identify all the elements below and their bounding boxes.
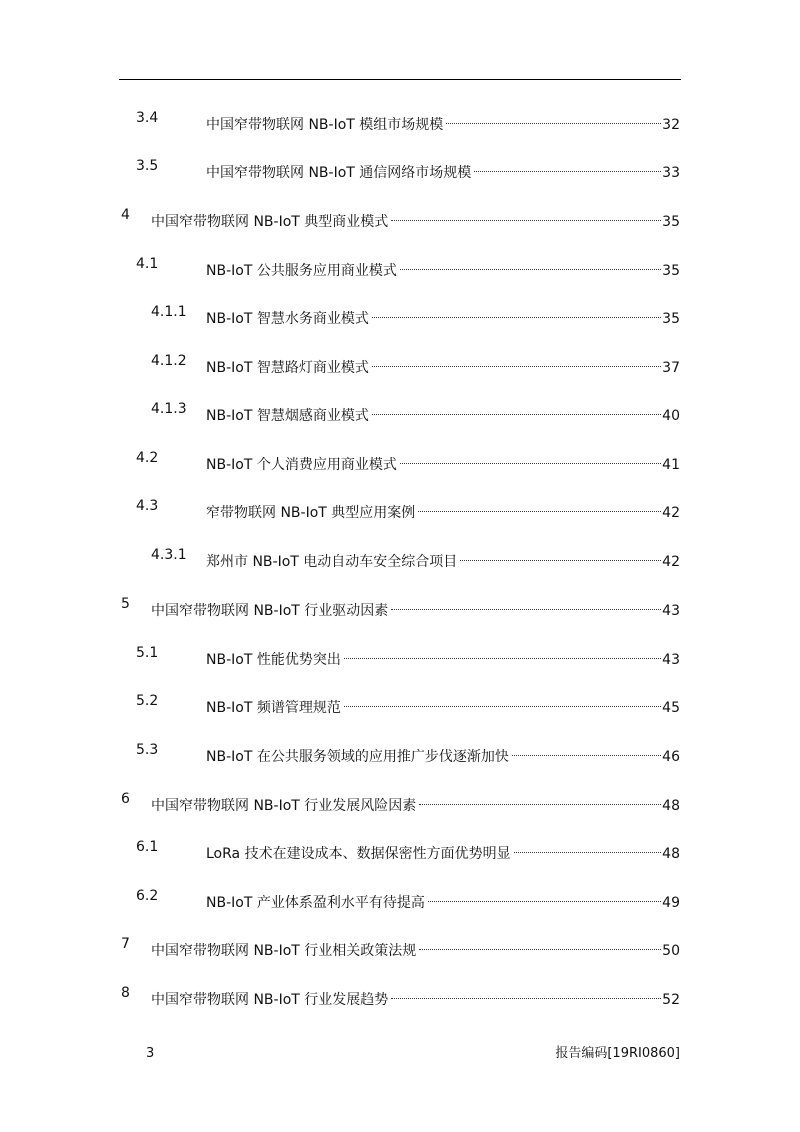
toc-entry-title: NB-IoT 智慧水务商业模式 bbox=[206, 311, 369, 327]
toc-entry-page: 42 bbox=[662, 505, 680, 521]
toc-entry-title: NB-IoT 公共服务应用商业模式 bbox=[206, 263, 397, 279]
toc-entry-title: 中国窄带物联网 NB-IoT 典型商业模式 bbox=[151, 214, 389, 230]
toc-entry-number: 5.1 bbox=[136, 645, 159, 661]
toc-entry[interactable] bbox=[0, 398, 800, 424]
toc-entry-page: 46 bbox=[662, 749, 680, 765]
toc-dot-leader bbox=[474, 155, 661, 177]
toc-entry-page: 35 bbox=[662, 311, 680, 327]
toc-entry-title: NB-IoT 在公共服务领域的应用推广步伐逐渐加快 bbox=[206, 749, 509, 765]
toc-entry-title: NB-IoT 性能优势突出 bbox=[206, 652, 341, 668]
toc-entry[interactable] bbox=[0, 447, 800, 473]
toc-entry[interactable] bbox=[0, 301, 800, 327]
toc-entry-number: 3.4 bbox=[136, 110, 159, 126]
toc-entry-title: NB-IoT 智慧烟感商业模式 bbox=[206, 408, 369, 424]
toc-entry-number: 7 bbox=[121, 936, 130, 952]
toc-entry-title: 中国窄带物联网 NB-IoT 行业相关政策法规 bbox=[151, 943, 417, 959]
toc-entry-page: 35 bbox=[662, 214, 680, 230]
toc-dot-leader bbox=[460, 544, 661, 566]
toc-dot-leader bbox=[428, 885, 661, 907]
toc-entry-page: 35 bbox=[662, 263, 680, 279]
toc-entry[interactable] bbox=[0, 982, 800, 1008]
toc-dot-leader bbox=[391, 204, 661, 226]
footer-report-code: 报告编码[19RI0860] bbox=[555, 1046, 680, 1061]
toc-entry-number: 8 bbox=[121, 985, 130, 1001]
toc-entry[interactable] bbox=[0, 107, 800, 133]
toc-dot-leader bbox=[372, 350, 661, 372]
toc-entry-number: 6.1 bbox=[136, 839, 159, 855]
toc-entry-title: NB-IoT 个人消费应用商业模式 bbox=[206, 457, 397, 473]
toc-entry-page: 45 bbox=[662, 700, 680, 716]
toc-entry-number: 5.2 bbox=[136, 693, 159, 709]
toc-entry[interactable] bbox=[0, 253, 800, 279]
toc-entry[interactable] bbox=[0, 155, 800, 181]
toc-dot-leader bbox=[391, 982, 661, 1004]
toc-entry-number: 4.1 bbox=[136, 256, 159, 272]
toc-entry-number: 4.1.3 bbox=[151, 401, 187, 417]
toc-entry-title: LoRa 技术在建设成本、数据保密性方面优势明显 bbox=[206, 846, 511, 862]
toc-entry-page: 48 bbox=[662, 846, 680, 862]
toc-entry-number: 4.2 bbox=[136, 450, 159, 466]
toc-entry[interactable] bbox=[0, 350, 800, 376]
toc-entry-page: 32 bbox=[662, 117, 680, 133]
toc-dot-leader bbox=[400, 253, 661, 275]
toc-entry[interactable] bbox=[0, 933, 800, 959]
toc-entry-title: 中国窄带物联网 NB-IoT 通信网络市场规模 bbox=[206, 165, 472, 181]
toc-dot-leader bbox=[344, 690, 661, 712]
toc-entry-title: NB-IoT 智慧路灯商业模式 bbox=[206, 360, 369, 376]
toc-entry-page: 52 bbox=[662, 992, 680, 1008]
toc-entry[interactable] bbox=[0, 690, 800, 716]
toc-entry-number: 5 bbox=[121, 596, 130, 612]
toc-dot-leader bbox=[391, 593, 661, 615]
toc-entry-title: 中国窄带物联网 NB-IoT 模组市场规模 bbox=[206, 117, 444, 133]
toc-entry-page: 40 bbox=[662, 408, 680, 424]
toc-entry-number: 3.5 bbox=[136, 158, 159, 174]
toc-entry-page: 48 bbox=[662, 798, 680, 814]
toc-entry-page: 49 bbox=[662, 895, 680, 911]
toc-entry[interactable] bbox=[0, 495, 800, 521]
toc-entry-title: 郑州市 NB-IoT 电动自动车安全综合项目 bbox=[206, 554, 458, 570]
toc-entry-page: 42 bbox=[662, 554, 680, 570]
toc-entry-title: 中国窄带物联网 NB-IoT 行业发展风险因素 bbox=[151, 798, 417, 814]
toc-entry[interactable] bbox=[0, 544, 800, 570]
toc-entry-number: 4.1.1 bbox=[151, 304, 187, 320]
toc-entry-number: 4.3 bbox=[136, 498, 159, 514]
toc-entry-title: 窄带物联网 NB-IoT 典型应用案例 bbox=[206, 505, 416, 521]
toc-entry-number: 6 bbox=[121, 791, 130, 807]
toc-entry-page: 41 bbox=[662, 457, 680, 473]
toc-entry[interactable] bbox=[0, 836, 800, 862]
toc-dot-leader bbox=[344, 642, 661, 664]
toc-entry-number: 4 bbox=[121, 207, 130, 223]
toc-entry[interactable] bbox=[0, 788, 800, 814]
toc-dot-leader bbox=[418, 495, 661, 517]
toc-entry-page: 50 bbox=[662, 943, 680, 959]
toc-dot-leader bbox=[419, 788, 661, 810]
toc-dot-leader bbox=[400, 447, 661, 469]
footer-page-number: 3 bbox=[146, 1046, 155, 1061]
toc-entry-number: 6.2 bbox=[136, 888, 159, 904]
toc-entry-number: 5.3 bbox=[136, 742, 159, 758]
toc-entry[interactable] bbox=[0, 642, 800, 668]
toc-dot-leader bbox=[419, 933, 661, 955]
toc-entry-page: 33 bbox=[662, 165, 680, 181]
toc-entry[interactable] bbox=[0, 885, 800, 911]
toc-entry-title: NB-IoT 产业体系盈利水平有待提高 bbox=[206, 895, 425, 911]
toc-entry-page: 43 bbox=[662, 652, 680, 668]
toc-entry[interactable] bbox=[0, 739, 800, 765]
toc-dot-leader bbox=[512, 739, 661, 761]
toc-dot-leader bbox=[372, 398, 661, 420]
toc-entry-title: 中国窄带物联网 NB-IoT 行业发展趋势 bbox=[151, 992, 389, 1008]
toc-entry-page: 43 bbox=[662, 603, 680, 619]
toc-dot-leader bbox=[514, 836, 662, 858]
toc-dot-leader bbox=[372, 301, 661, 323]
toc-entry[interactable] bbox=[0, 204, 800, 230]
toc-entry-page: 37 bbox=[662, 360, 680, 376]
toc-entry-number: 4.3.1 bbox=[151, 547, 187, 563]
toc-dot-leader bbox=[446, 107, 661, 129]
toc-entry-title: NB-IoT 频谱管理规范 bbox=[206, 700, 341, 716]
toc-entry-number: 4.1.2 bbox=[151, 353, 187, 369]
toc-entry[interactable] bbox=[0, 593, 800, 619]
toc-entry-title: 中国窄带物联网 NB-IoT 行业驱动因素 bbox=[151, 603, 389, 619]
